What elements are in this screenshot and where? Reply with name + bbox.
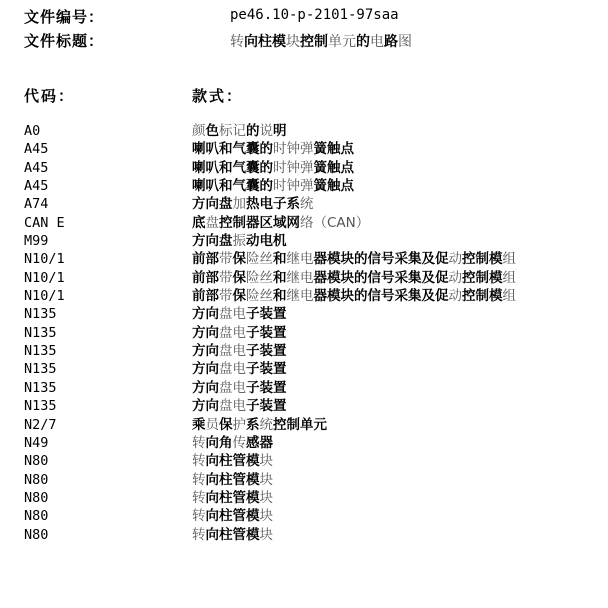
- component-code: N135: [24, 398, 57, 415]
- component-code: A45: [24, 159, 49, 176]
- component-description: [192, 526, 273, 544]
- text-segment: 单元: [328, 34, 356, 50]
- component-list: [0, 122, 608, 544]
- text-segment: 和: [273, 288, 287, 305]
- text-segment: 乘: [192, 416, 206, 433]
- text-segment: 子装置: [246, 324, 287, 341]
- text-segment: 器模块的信号采集及促: [313, 251, 449, 268]
- list-item: [0, 342, 608, 360]
- list-item: [0, 452, 608, 470]
- text-segment: 向柱管模: [205, 489, 260, 506]
- text-segment: 喇叭和气囊的: [192, 159, 273, 176]
- text-segment: 明: [273, 123, 287, 139]
- text-segment: 盘电: [219, 324, 246, 341]
- component-description: [192, 287, 516, 305]
- component-description: [192, 122, 287, 140]
- text-segment: 底: [192, 214, 206, 231]
- text-segment: 的: [356, 34, 370, 50]
- text-segment: 控制模: [462, 251, 503, 268]
- list-item: [0, 324, 608, 342]
- text-segment: 器模块的信号采集及促: [313, 269, 449, 286]
- component-code: N80: [24, 508, 49, 525]
- component-description: [192, 434, 273, 452]
- text-segment: 图: [398, 34, 412, 50]
- component-code: A74: [24, 196, 49, 213]
- text-segment: 方向: [192, 379, 219, 396]
- list-item: [0, 507, 608, 525]
- list-item: [0, 416, 608, 434]
- text-segment: 系: [246, 416, 260, 433]
- text-segment: 控制模: [462, 288, 503, 305]
- component-description: [192, 324, 287, 342]
- text-segment: 带: [219, 251, 233, 268]
- text-segment: 方向: [192, 343, 219, 360]
- text-segment: 险丝: [246, 251, 273, 268]
- text-segment: 转: [192, 471, 206, 488]
- text-segment: 动: [448, 269, 462, 286]
- text-segment: 盘电: [219, 361, 246, 378]
- text-segment: 盘电: [219, 343, 246, 360]
- text-segment: 簧触点: [313, 141, 354, 158]
- text-segment: 动电机: [246, 233, 287, 250]
- component-code: N135: [24, 324, 57, 341]
- list-item: [0, 214, 608, 232]
- list-item: [0, 526, 608, 544]
- column-header-code: 代码：: [24, 87, 76, 105]
- text-segment: 子装置: [246, 306, 287, 323]
- component-description: [192, 159, 354, 177]
- text-segment: 动: [448, 288, 462, 305]
- component-code: N135: [24, 379, 57, 396]
- text-segment: 子装置: [246, 361, 287, 378]
- text-segment: 方向: [192, 361, 219, 378]
- text-segment: 前部: [192, 251, 219, 268]
- text-segment: 路: [384, 34, 398, 50]
- text-segment: 转: [192, 489, 206, 506]
- component-description: [192, 360, 287, 378]
- text-segment: 振: [232, 233, 246, 250]
- component-code: M99: [24, 233, 49, 250]
- text-segment: 向柱管模: [205, 526, 260, 543]
- text-segment: 保: [232, 269, 246, 286]
- text-segment: 向柱管模: [205, 471, 260, 488]
- text-segment: 控制单元: [273, 416, 327, 433]
- component-code: N80: [24, 471, 49, 488]
- component-code: N10/1: [24, 288, 65, 305]
- component-code: N80: [24, 453, 49, 470]
- text-segment: 带: [219, 269, 233, 286]
- text-segment: 传: [232, 434, 246, 451]
- list-item: [0, 269, 608, 287]
- text-segment: 控制模: [462, 269, 503, 286]
- text-segment: 标记: [219, 123, 246, 139]
- list-item: [0, 177, 608, 195]
- text-segment: 保: [232, 251, 246, 268]
- text-segment: 护: [232, 416, 246, 433]
- text-segment: 保: [232, 288, 246, 305]
- text-segment: 时钟弹: [273, 178, 314, 195]
- text-segment: 保: [219, 416, 233, 433]
- list-item: [0, 360, 608, 378]
- list-item: [0, 122, 608, 140]
- text-segment: 和: [273, 269, 287, 286]
- text-segment: 喇叭和气囊的: [192, 141, 273, 158]
- text-segment: 向角: [205, 434, 233, 451]
- component-description: [192, 452, 273, 470]
- text-segment: 器模块的信号采集及促: [313, 288, 449, 305]
- text-segment: 方向: [192, 398, 219, 415]
- text-segment: 子装置: [246, 343, 287, 360]
- component-description: [192, 507, 273, 525]
- list-item: [0, 195, 608, 213]
- text-segment: 统: [300, 196, 314, 213]
- text-segment: 盘电: [219, 306, 246, 323]
- text-segment: 块: [259, 508, 273, 525]
- component-code: A45: [24, 141, 49, 158]
- text-segment: 时钟弹: [273, 141, 314, 158]
- text-segment: 组: [502, 269, 516, 286]
- text-segment: 前部: [192, 269, 219, 286]
- component-code: N80: [24, 489, 49, 506]
- component-code: N80: [24, 526, 49, 543]
- component-description: [192, 397, 287, 415]
- text-segment: 块: [259, 453, 273, 470]
- text-segment: 动: [448, 251, 462, 268]
- list-item: [0, 471, 608, 489]
- text-segment: 颜: [192, 123, 206, 139]
- component-description: [192, 379, 287, 397]
- text-segment: 方向盘: [192, 196, 233, 213]
- text-segment: 色: [205, 123, 219, 139]
- component-code: N135: [24, 361, 57, 378]
- text-segment: 向柱管模: [205, 508, 260, 525]
- text-segment: 前部: [192, 288, 219, 305]
- text-segment: 块: [259, 489, 273, 506]
- component-description: [192, 489, 273, 507]
- component-description: [192, 140, 354, 158]
- component-description: [192, 177, 354, 195]
- component-description: [192, 232, 287, 250]
- text-segment: 盘: [205, 214, 219, 231]
- component-description: [192, 214, 369, 232]
- text-segment: 喇叭和气囊的: [192, 178, 273, 195]
- list-item: [0, 397, 608, 415]
- text-segment: 方向盘: [192, 233, 233, 250]
- text-segment: 组: [502, 288, 516, 305]
- text-segment: 块: [259, 471, 273, 488]
- text-segment: 转: [192, 453, 206, 470]
- text-segment: 控制器区域网: [219, 214, 300, 231]
- text-segment: 转: [192, 508, 206, 525]
- text-segment: 转: [192, 526, 206, 543]
- list-item: [0, 379, 608, 397]
- component-description: [192, 305, 287, 323]
- text-segment: 向柱模: [244, 34, 286, 50]
- text-segment: 险丝: [246, 269, 273, 286]
- text-segment: 加: [232, 196, 246, 213]
- component-description: [192, 416, 327, 434]
- doc-number-value: pe46.10-p-2101-97saa: [230, 7, 399, 23]
- component-code: N10/1: [24, 269, 65, 286]
- text-segment: 控制: [300, 34, 328, 50]
- text-segment: 簧触点: [313, 159, 354, 176]
- list-item: [0, 232, 608, 250]
- doc-title-value: [230, 31, 412, 51]
- text-segment: 方向: [192, 306, 219, 323]
- text-segment: 继电: [286, 251, 314, 268]
- text-segment: 络（CAN）: [300, 214, 370, 231]
- list-item: [0, 287, 608, 305]
- text-segment: 热电子系: [246, 196, 300, 213]
- component-code: N49: [24, 434, 49, 451]
- component-description: [192, 342, 287, 360]
- text-segment: 簧触点: [313, 178, 354, 195]
- text-segment: 时钟弹: [273, 159, 314, 176]
- text-segment: 继电: [286, 269, 314, 286]
- text-segment: 和: [273, 251, 287, 268]
- text-segment: 员: [205, 416, 219, 433]
- list-item: [0, 140, 608, 158]
- doc-title-label: 文件标题：: [24, 32, 105, 50]
- text-segment: 险丝: [246, 288, 273, 305]
- component-description: [192, 471, 273, 489]
- text-segment: 感器: [246, 434, 273, 451]
- component-description: [192, 269, 516, 287]
- component-code: N135: [24, 306, 57, 323]
- text-segment: 带: [219, 288, 233, 305]
- text-segment: 子装置: [246, 398, 287, 415]
- component-description: [192, 250, 516, 268]
- list-item: [0, 434, 608, 452]
- component-code: A0: [24, 123, 41, 139]
- list-item: [0, 250, 608, 268]
- text-segment: 子装置: [246, 379, 287, 396]
- component-code: CAN E: [24, 214, 65, 231]
- column-header-style: 款式：: [192, 87, 244, 105]
- text-segment: 盘电: [219, 398, 246, 415]
- text-segment: 块: [259, 526, 273, 543]
- text-segment: 向柱管模: [205, 453, 260, 470]
- list-item: [0, 159, 608, 177]
- component-code: N10/1: [24, 251, 65, 268]
- text-segment: 的: [246, 123, 260, 139]
- text-segment: 电: [370, 34, 384, 50]
- component-code: A45: [24, 178, 49, 195]
- component-description: [192, 195, 314, 213]
- doc-number-row: [24, 6, 604, 28]
- text-segment: 统: [259, 416, 273, 433]
- text-segment: 说: [259, 123, 273, 139]
- text-segment: 块: [286, 34, 300, 50]
- list-item: [0, 305, 608, 323]
- text-segment: 盘电: [219, 379, 246, 396]
- text-segment: 转: [230, 34, 244, 50]
- component-code: N135: [24, 343, 57, 360]
- component-code: N2/7: [24, 416, 57, 433]
- doc-number-label: 文件编号：: [24, 8, 105, 26]
- doc-title-row: [24, 30, 604, 52]
- text-segment: 转: [192, 434, 206, 451]
- text-segment: 组: [502, 251, 516, 268]
- list-item: [0, 489, 608, 507]
- text-segment: 继电: [286, 288, 314, 305]
- text-segment: 方向: [192, 324, 219, 341]
